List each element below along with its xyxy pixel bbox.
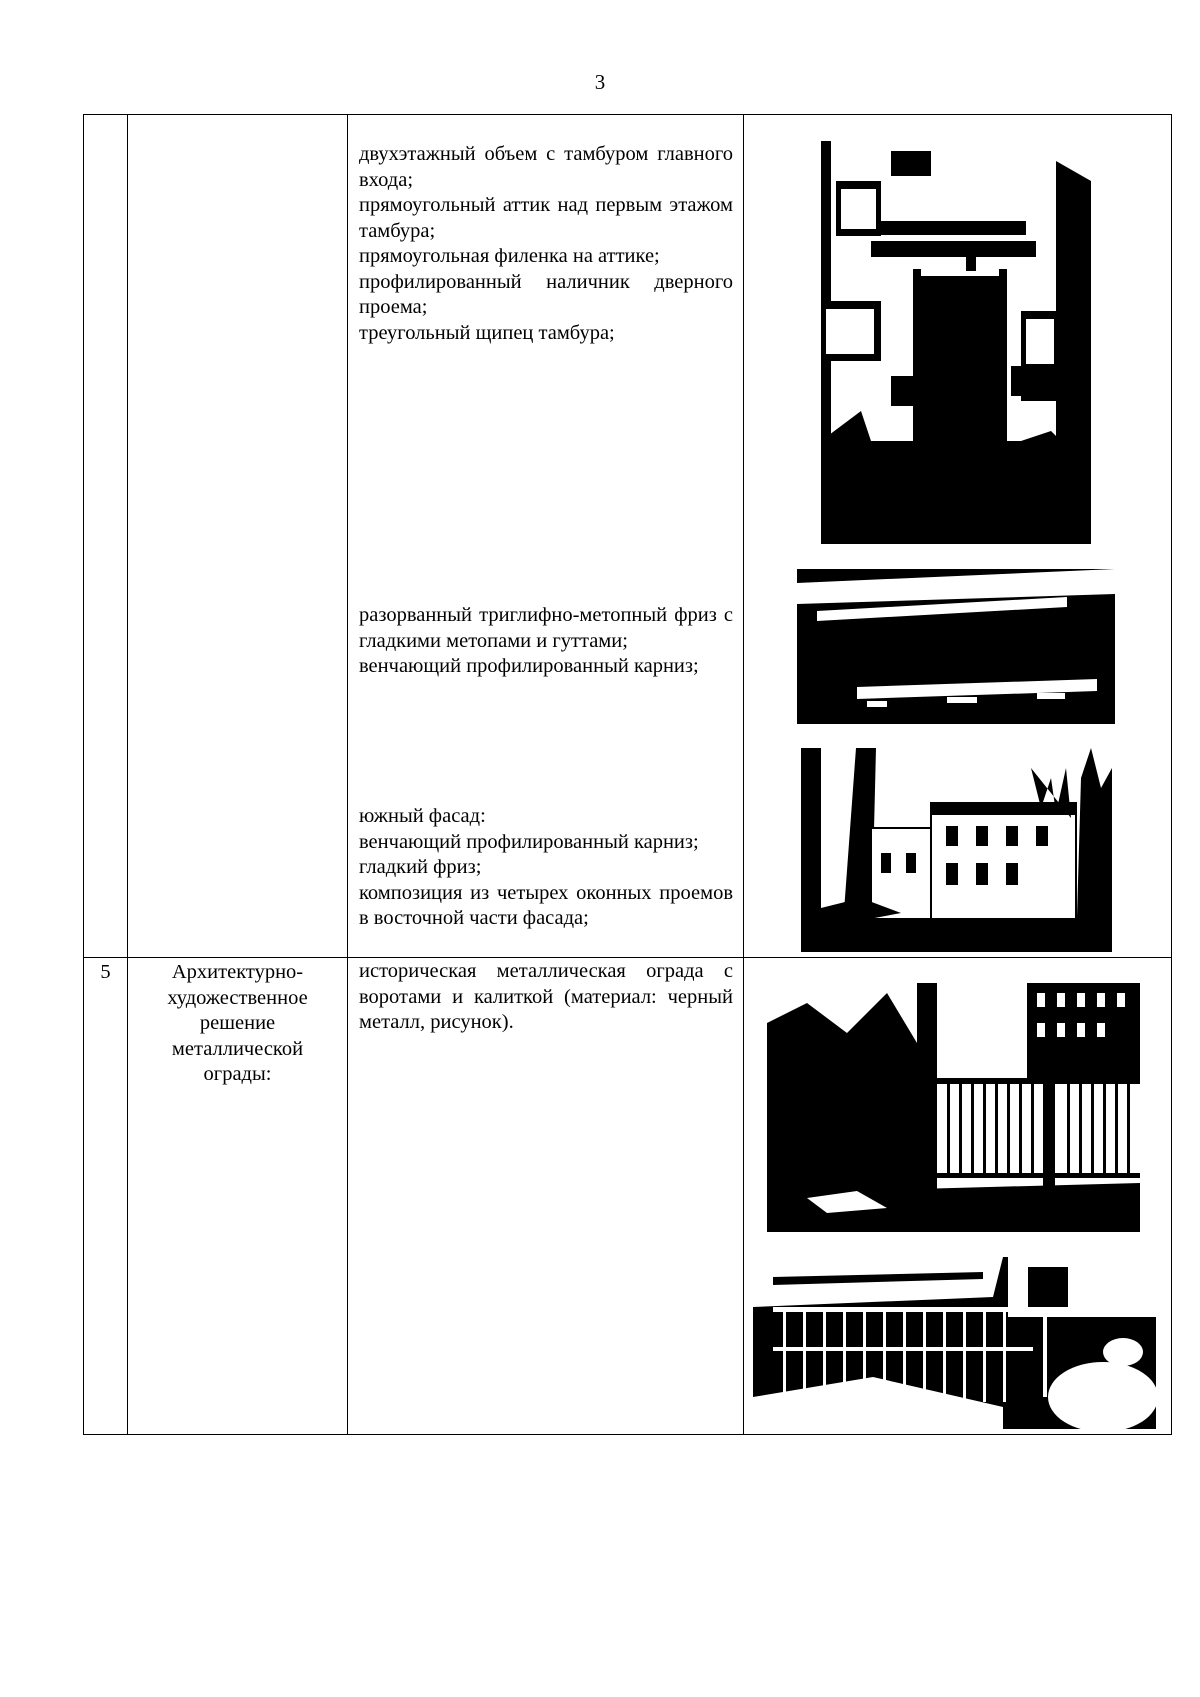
row-name-cell: Архитектурно-художественное решение металлической ограды: [128,958,348,1435]
entrance-vestibule-photo [821,141,1091,544]
fence-gate-photo [767,983,1140,1232]
feature-text: венчающий профилированный карниз; [359,655,699,677]
description-cell [348,958,744,1435]
feature-text: треугольный щипец тамбура; [359,321,615,344]
feature-text: венчающий профилированный карниз; [359,830,699,853]
feature-text: южный фасад: [359,805,486,827]
table-row [84,115,1172,958]
feature-text: профилированный наличник дверного проема; [359,270,733,318]
photo-cell [744,958,1172,1435]
photo-cell [744,115,1172,958]
table-row [84,958,1172,1435]
feature-text: прямоугольный аттик над первым этажом тамбура; [359,194,733,242]
feature-text: гладкий фриз; [359,856,482,878]
feature-text: историческая металлическая ограда с воротами и калиткой (материал: черный металл, рисунок). [359,960,733,1033]
object-features-table [83,114,1172,1435]
south-facade-photo [801,748,1112,952]
feature-text: композиция из четырех оконных проемов в восточной части фасада; [359,881,733,929]
fence-winter-photo [753,1257,1156,1429]
row-name-cell [128,115,348,958]
feature-text: разорванный триглифно-метопный фриз с гладкими метопами и гуттами; [359,604,733,652]
frieze-cornice-photo [797,569,1115,724]
feature-text: двухэтажный объем с тамбуром главного входа; [359,143,733,191]
row-number-cell [84,115,128,958]
feature-text: прямоугольная филенка на аттике; [359,245,660,267]
description-cell [348,115,744,958]
page-number: 3 [594,70,606,94]
row-number-cell: 5 [84,958,128,1435]
